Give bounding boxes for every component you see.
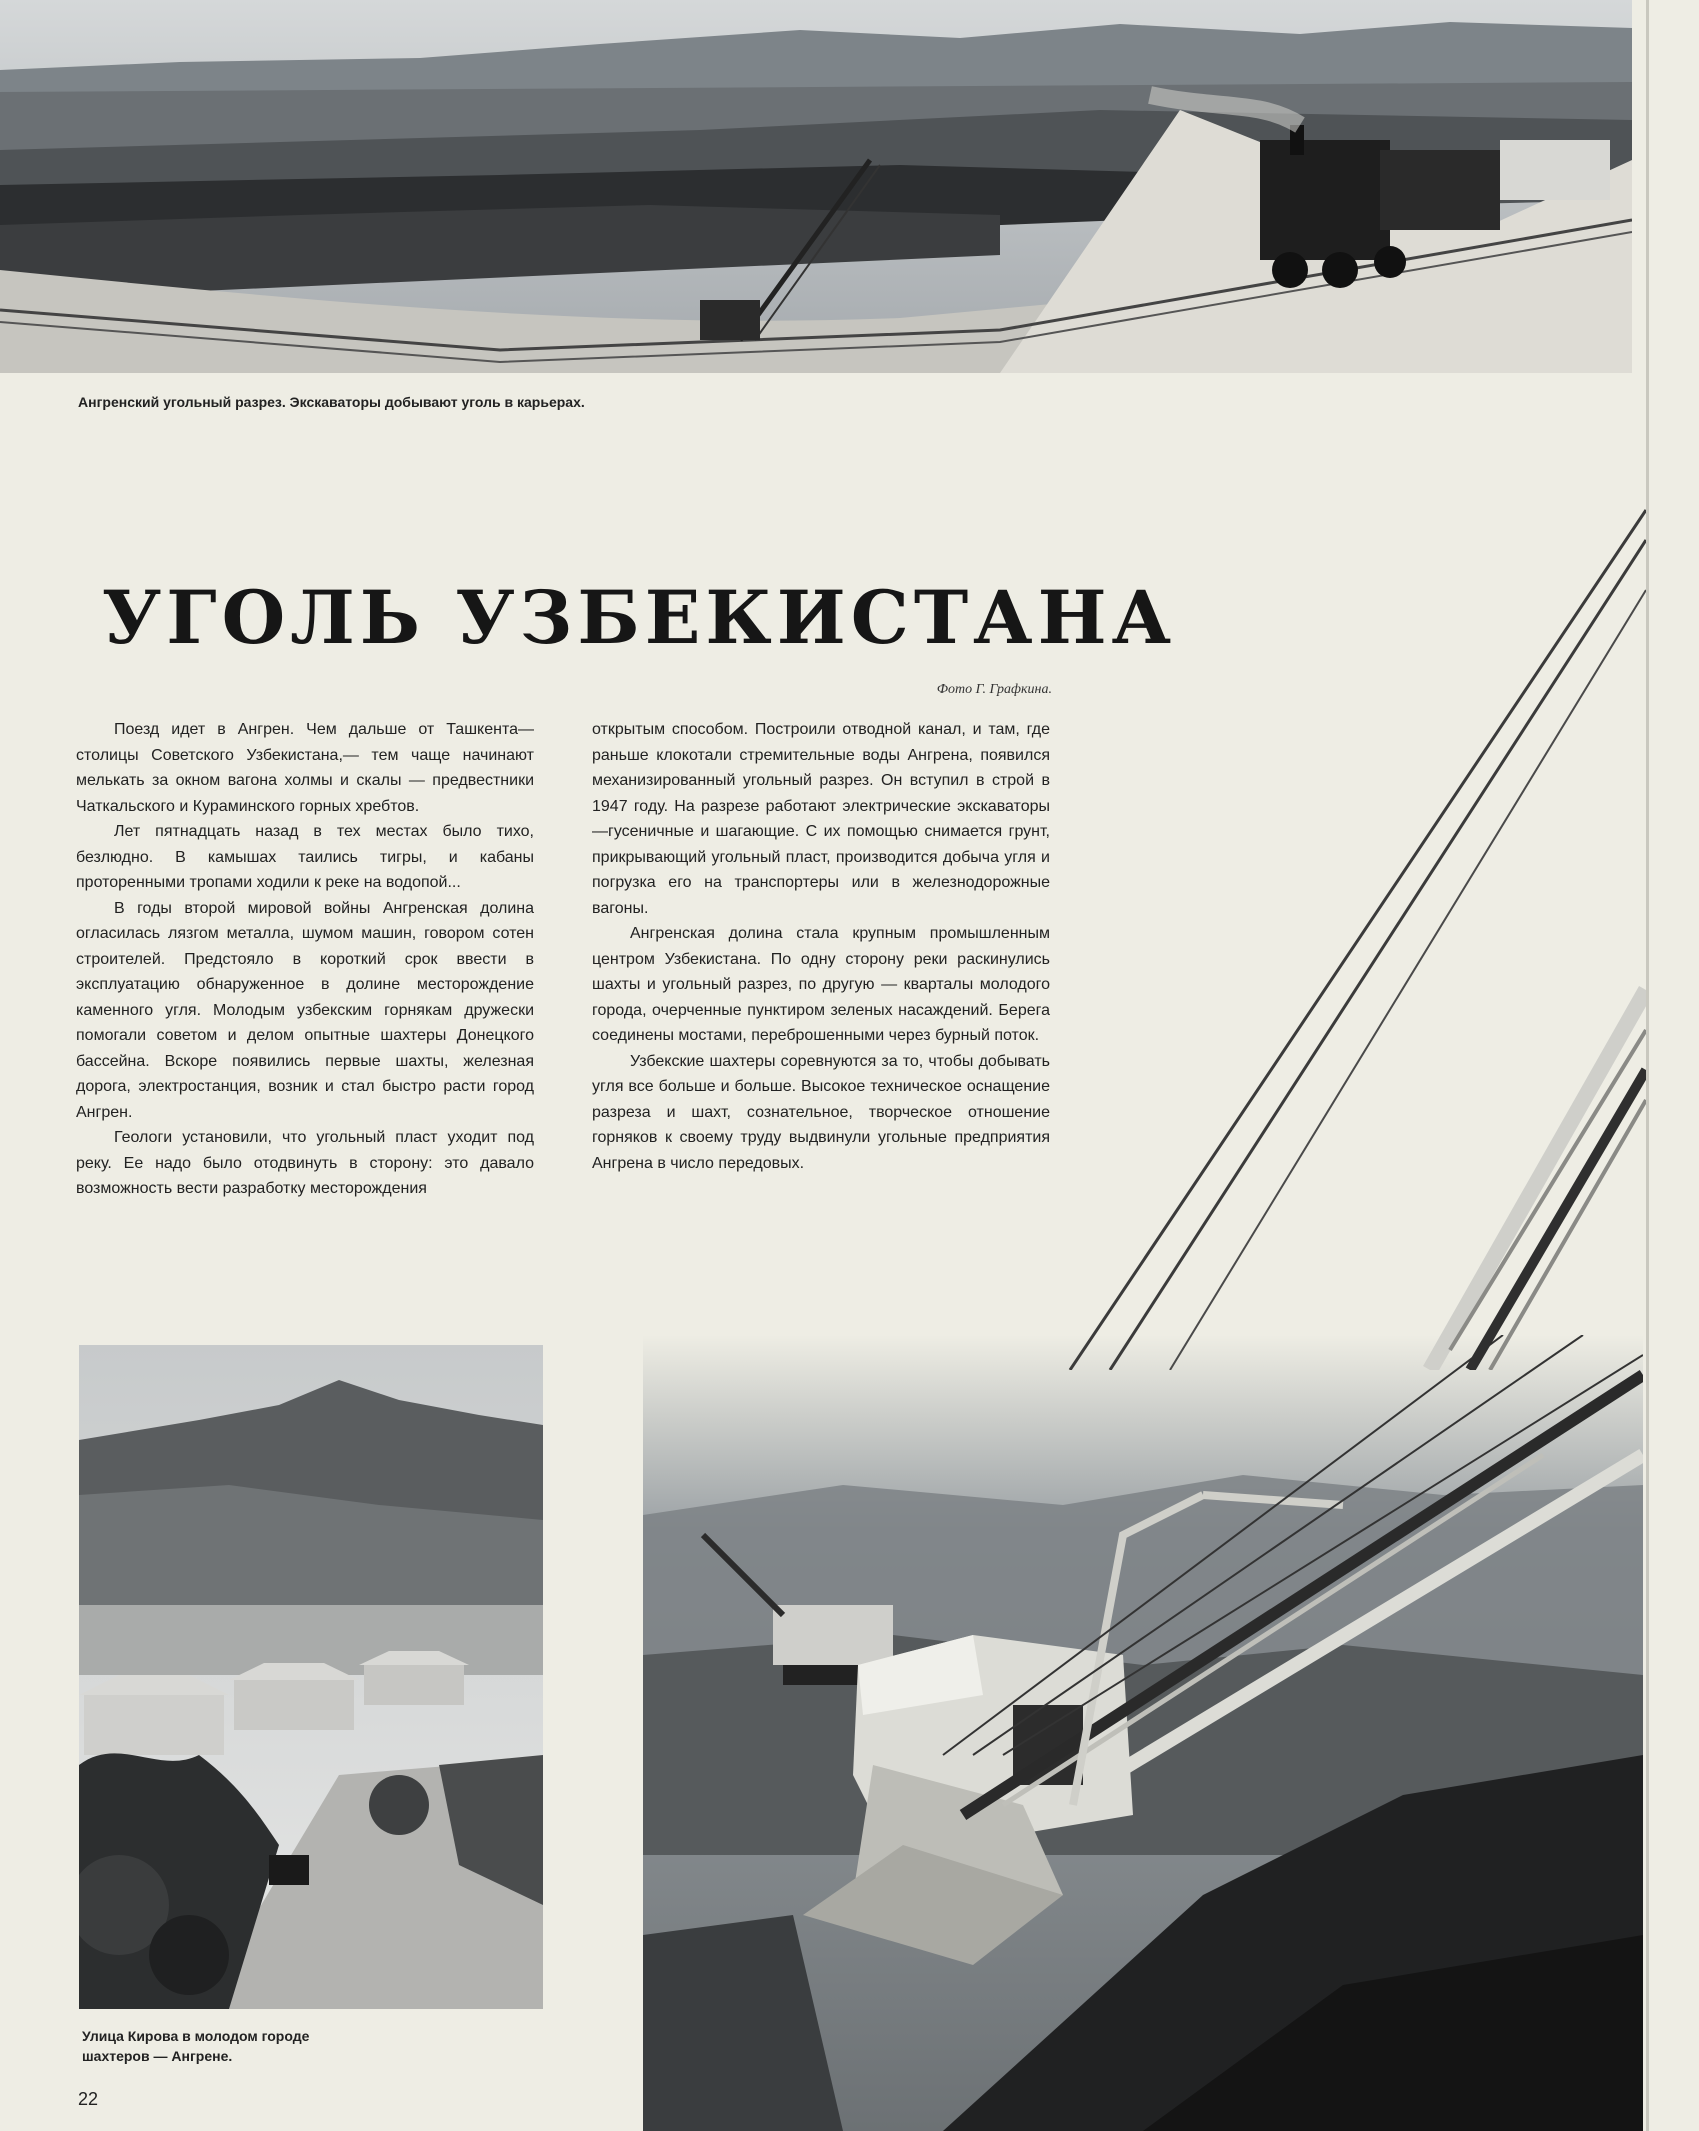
- photo-credit: Фото Г. Графкина.: [936, 682, 1052, 697]
- page-number: 22: [78, 2089, 99, 2109]
- article-column-left: [76, 717, 534, 1202]
- paragraph: В годы второй мировой войны Ангренская долина огласилась лязгом металла, шумом машин, говором сотен строителей. Предстояло в короткий срок ввести в эксплуатацию обнаруженное в долине месторождение каменного угля. Молодым узбекским горнякам дружески помогали советом и делом опытные шахтеры Донецкого бассейна. Вскоре появились первые шахты, железная дорога, электростанция, возник и стал быстро расти город Ангрен.: [76, 899, 534, 1121]
- article-title: УГОЛЬ УЗБЕКИСТАНА: [102, 575, 1177, 661]
- article-column-right: [592, 717, 1050, 1176]
- paragraph: Геологи установили, что угольный пласт уходит под реку. Ее надо было отодвинуть в сторону: это давало возможность вести разработку месторождения: [76, 1129, 534, 1197]
- street-photo: [79, 1345, 543, 2009]
- paragraph: Узбекские шахтеры соревнуются за то, чтобы добывать угля все больше и больше. Высокое техническое оснащение разреза и шахт, сознательное, творческое отношение горняков к своему труду выдвинули угольные предприятия Ангрена в число передовых.: [592, 1052, 1050, 1172]
- page-gutter: [1646, 0, 1649, 2131]
- coal-pit-photo: [0, 0, 1632, 373]
- top-photo-caption: Ангренский угольный разрез. Экскаваторы добывают уголь в карьерах.: [78, 394, 585, 410]
- street-photo-caption: Улица Кирова в молодом городе шахтеров — Ангрене.: [82, 2028, 310, 2064]
- paragraph: Ангренская долина стала крупным промышленным центром Узбекистана. По одну сторону реки раскинулись шахты и угольный разрез, по другую — кварталы молодого города, очерченные пунктиром зеленых насаждений. Берега соединены мостами, переброшенными через бурный поток.: [592, 925, 1050, 1044]
- paragraph: открытым способом. Построили отводной канал, и там, где раньше клокотали стремительные воды Ангрена, появился механизированный угольный разрез. Он вступил в строй в 1947 году. На разрезе работают электрические экскаваторы—гусеничные и шагающие. С их помощью снимается грунт, прикрывающий угольный пласт, производится добыча угля и погрузка его на транспортеры или в железнодорожные вагоны.: [592, 721, 1050, 917]
- paragraph: Лет пятнадцать назад в тех местах было тихо, безлюдно. В камышах таились тигры, и кабаны проторенными тропами ходили к реке на водопой...: [76, 823, 534, 891]
- excavator-photo: [643, 1335, 1643, 2131]
- paragraph: Поезд идет в Ангрен. Чем дальше от Ташкента— столицы Советского Узбекистана,— тем чаще начинают мелькать за окном вагона холмы и скалы — предвестники Чаткальского и Кураминского горных хребтов.: [76, 721, 534, 815]
- boom-illustration: [1050, 470, 1646, 1370]
